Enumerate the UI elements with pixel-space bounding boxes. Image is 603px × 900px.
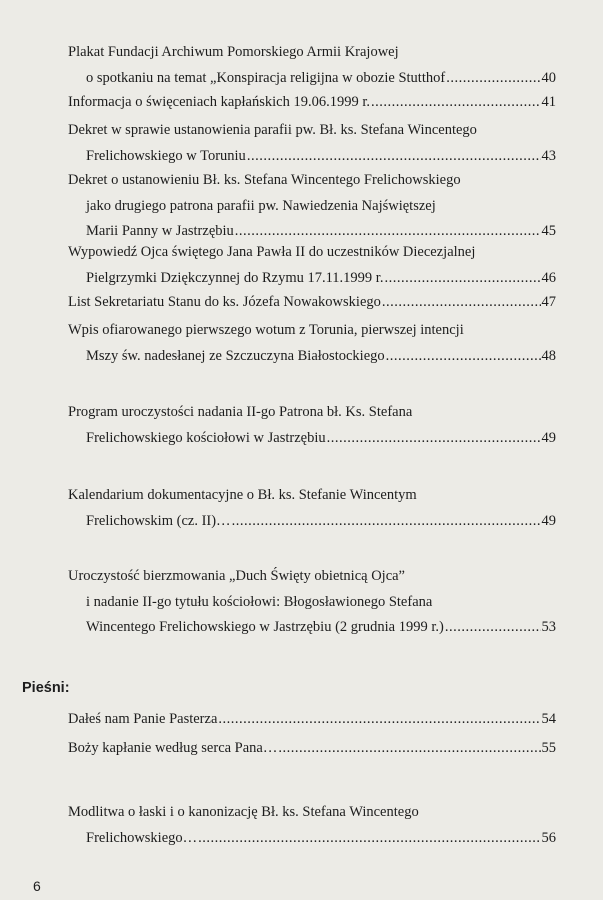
dot-leader — [278, 736, 540, 762]
toc-entry-line: Dekret o ustanowieniu Bł. ks. Stefana Wincentego Frelichowskiego — [68, 172, 461, 188]
toc-entry-page: 54 — [541, 711, 556, 727]
dot-leader — [218, 707, 540, 733]
dot-leader — [445, 615, 541, 641]
toc-entry-line: Kalendarium dokumentacyjne o Bł. ks. Stefanie Wincentym — [68, 487, 417, 503]
dot-leader — [198, 826, 540, 852]
toc-entry-line — [68, 66, 556, 92]
toc-entry-line: Plakat Fundacji Archiwum Pomorskiego Armii Krajowej — [68, 44, 399, 60]
toc-entry-page: 55 — [541, 740, 556, 756]
toc-entry-title: Frelichowskiego w Toruniu — [86, 147, 246, 164]
toc-entry-page: 53 — [541, 619, 556, 635]
toc-entry-line — [68, 290, 556, 316]
toc-entry-page: 43 — [541, 147, 556, 164]
toc-entry-title: Boży kapłanie według serca Pana… — [68, 740, 278, 756]
toc-entry-line — [68, 615, 556, 641]
toc-entry-line: jako drugiego patrona parafii pw. Nawiedzenia Najświętszej — [86, 197, 436, 214]
toc-entry-page: 56 — [541, 829, 556, 846]
page-number: 6 — [33, 878, 41, 894]
toc-entry — [68, 240, 556, 291]
toc-entry-title: List Sekretariatu Stanu do ks. Józefa Nowakowskiego — [68, 294, 381, 310]
dot-leader — [247, 144, 541, 170]
toc-entry-title: Informacja o święceniach kapłańskich 19.06.1999 r. — [68, 94, 370, 110]
toc-entry-line — [68, 707, 556, 733]
dot-leader — [371, 90, 541, 116]
toc-entry-line: Wypowiedź Ojca świętego Jana Pawła II do uczestników Diecezjalnej — [68, 244, 476, 260]
toc-entry-line — [68, 426, 556, 452]
toc-entry-page: 49 — [541, 429, 556, 446]
toc-entry-line: Modlitwa o łaski i o kanonizację Bł. ks. Stefana Wincentego — [68, 804, 419, 820]
toc-entry-line — [68, 90, 556, 116]
toc-entry — [68, 800, 556, 851]
toc-entry-title: o spotkaniu na temat „Konspiracja religijna w obozie Stutthof — [86, 69, 446, 86]
toc-entry-page: 49 — [541, 512, 556, 529]
dot-leader — [446, 66, 540, 92]
toc-entry-title: Frelichowskim (cz. II)… — [86, 512, 231, 529]
toc-entry-title: Mszy św. nadesłanej ze Szczuczyna Białostockiego — [86, 347, 385, 364]
toc-entry-title: Wincentego Frelichowskiego w Jastrzębiu (2 grudnia 1999 r.) — [86, 619, 444, 635]
toc-entry-title: Dałeś nam Panie Pasterza — [68, 711, 218, 727]
toc-entry-line — [68, 826, 556, 852]
toc-entry-title: Frelichowskiego… — [86, 829, 198, 846]
dot-leader — [386, 344, 541, 370]
toc-entry-title: Marii Panny w Jastrzębiu — [86, 223, 234, 239]
dot-leader — [327, 426, 541, 452]
toc-entry-line — [68, 144, 556, 170]
toc-entry — [68, 118, 556, 169]
toc-entry-line: Wpis ofiarowanego pierwszego wotum z Torunia, pierwszej intencji — [68, 322, 464, 338]
toc-entry — [68, 290, 556, 316]
toc-entry-page: 40 — [541, 69, 556, 86]
toc-entry-page: 48 — [541, 347, 556, 364]
dot-leader — [232, 509, 541, 535]
toc-entry-page: 45 — [541, 223, 556, 239]
toc-entry — [68, 168, 556, 245]
toc-entry — [68, 318, 556, 369]
toc-entry-title: Frelichowskiego kościołowi w Jastrzębiu — [86, 429, 326, 446]
toc-entry-line: Dekret w sprawie ustanowienia parafii pw. Bł. ks. Stefana Wincentego — [68, 122, 477, 138]
toc-entry-line — [68, 509, 556, 535]
toc-entry-line: Uroczystość bierzmowania „Duch Święty obietnicą Ojca” — [68, 568, 405, 584]
toc-entry-line — [68, 736, 556, 762]
section-label-piesni: Pieśni: — [22, 680, 70, 696]
toc-entry — [68, 564, 556, 641]
toc-entry-page: 41 — [541, 94, 556, 110]
toc-entry — [68, 707, 556, 733]
toc-entry — [68, 736, 556, 762]
toc-entry-line: i nadanie II-go tytułu kościołowi: Błogosławionego Stefana — [86, 593, 433, 610]
toc-entry-title: Pielgrzymki Dziękczynnej do Rzymu 17.11.1999 r. — [86, 269, 384, 286]
toc-entry — [68, 40, 556, 91]
toc-entry-page: 46 — [541, 269, 556, 286]
toc-entry — [68, 483, 556, 534]
dot-leader — [382, 290, 541, 316]
toc-entry — [68, 90, 556, 116]
toc-entry-line — [68, 266, 556, 292]
toc-entry-line: Program uroczystości nadania II-go Patrona bł. Ks. Stefana — [68, 404, 413, 420]
toc-entry-line — [68, 344, 556, 370]
toc-entry — [68, 400, 556, 451]
toc-entry-page: 47 — [541, 294, 556, 310]
dot-leader — [384, 266, 540, 292]
